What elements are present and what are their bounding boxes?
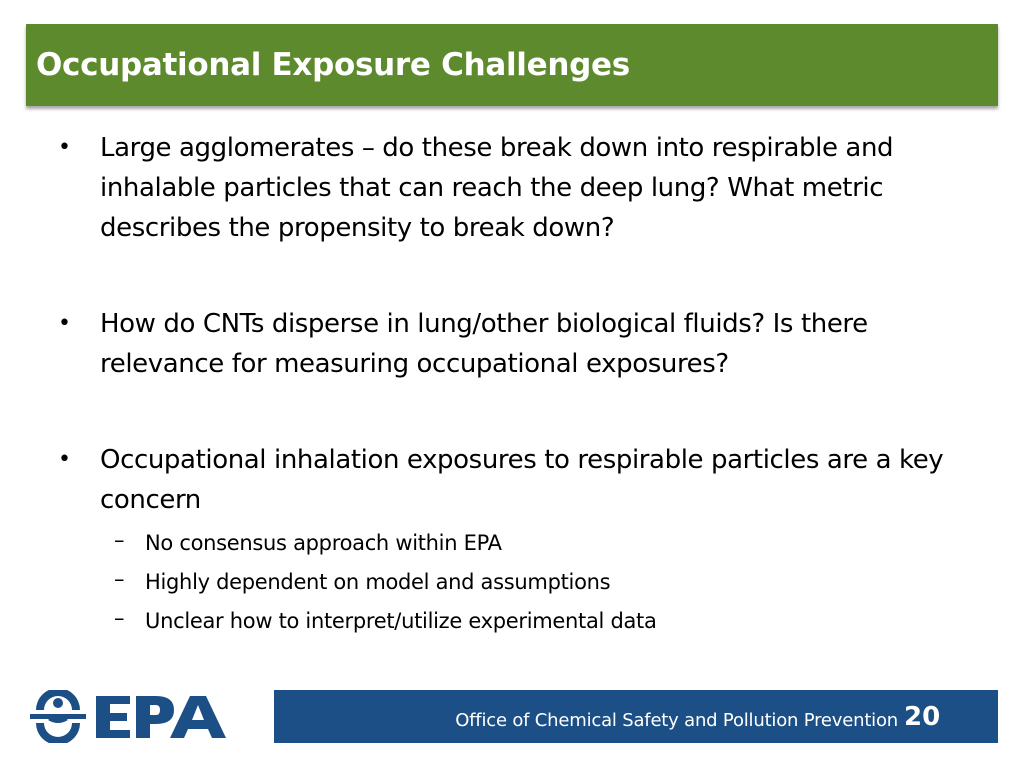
sub-bullet-symbol: – [114,567,125,591]
logo-panel [26,690,274,743]
bullet-item [58,440,978,520]
slide-title: Occupational Exposure Challenges [36,47,630,83]
bullet-text: How do CNTs disperse in lung/other biological fluids? Is there relevance for measuring occupational exposures? [100,309,868,379]
bullet-item [58,128,978,248]
bullet-symbol: • [58,447,71,472]
bullet-item [58,304,978,384]
sub-bullet-symbol: – [114,606,125,630]
sub-bullet-text: Highly dependent on model and assumptions [145,570,611,594]
sub-bullet-item [114,563,1024,602]
sub-bullet-item [114,602,1024,641]
page-number: 20 [904,702,941,732]
epa-logo [26,690,274,743]
footer-bar [26,690,998,743]
bullet-text: Large agglomerates – do these break down into respirable and inhalable particles that can reach the deep lung? What metric describes the propensity to break down? [100,133,894,243]
bullet-text: Occupational inhalation exposures to respirable particles are a key concern [100,445,944,515]
sub-bullet-list [114,524,1024,641]
bullet-list [58,128,978,641]
bullet-symbol: • [58,311,71,336]
sub-bullet-item [114,524,1024,563]
epa-wordmark [96,696,226,738]
sub-bullet-text: Unclear how to interpret/utilize experimental data [145,609,657,633]
sub-bullet-symbol: – [114,528,125,552]
sub-bullet-text: No consensus approach within EPA [145,531,502,555]
bullet-symbol: • [58,135,71,160]
epa-emblem-icon [30,690,86,743]
footer-office-text: Office of Chemical Safety and Pollution Prevention [455,710,898,731]
title-bar [26,24,998,106]
